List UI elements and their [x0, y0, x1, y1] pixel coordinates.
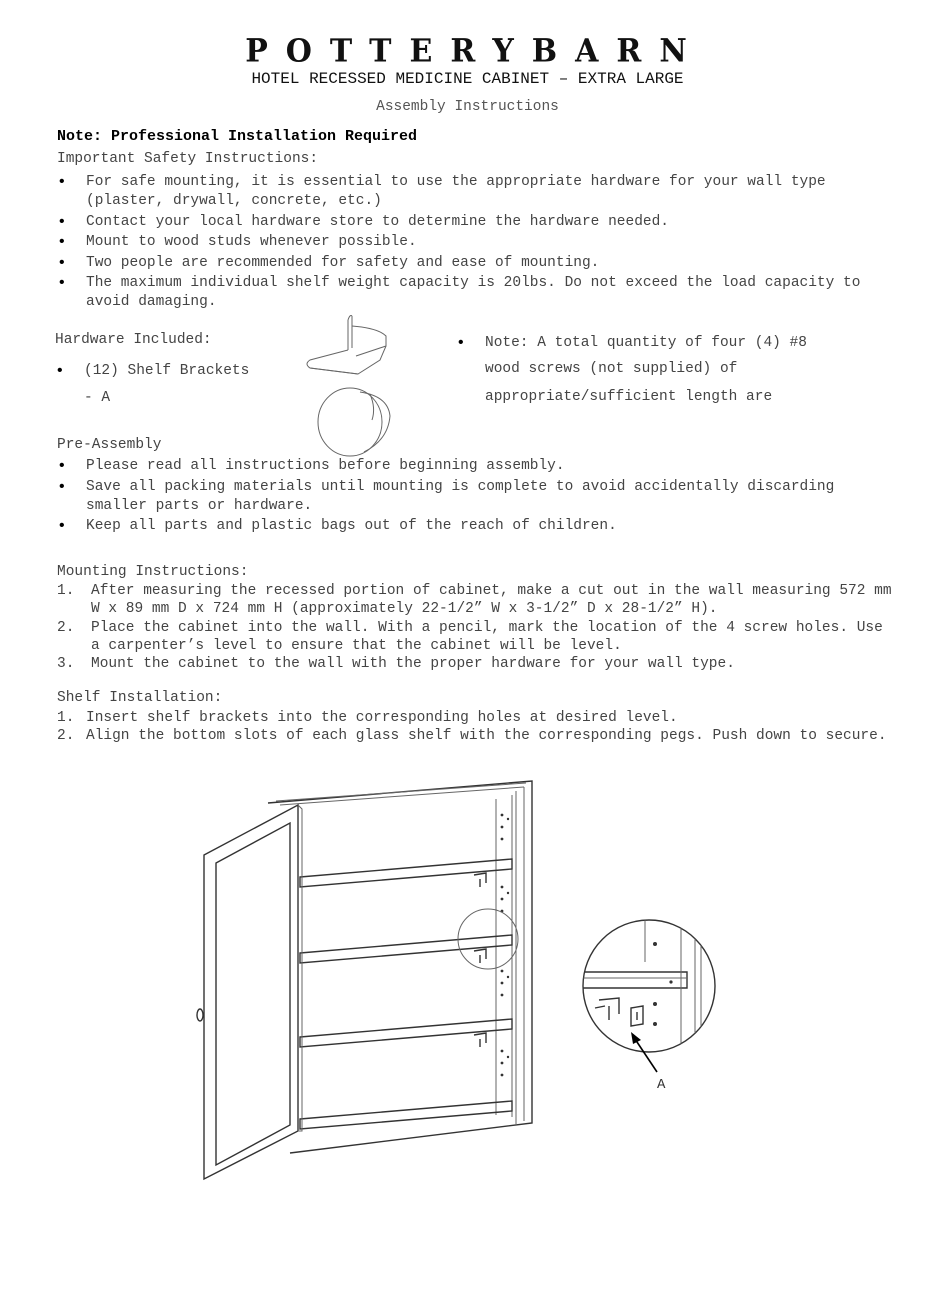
list-item	[57, 582, 892, 619]
list-item: • For safe mounting, it is essential to use the appropriate hardware for your wall type (plaster, drywall, concrete, etc.)	[57, 173, 902, 211]
step-text: After measuring the recessed portion of cabinet, make a cut out in the wall measuring 572 mm W x 89 mm D x 724 mm H (approximately 22-1/2” W x 3-1/2” D x 28-1/2” H).	[91, 583, 892, 618]
step-text: Align the bottom slots of each glass shelf with the corresponding pegs. Push down to secure.	[86, 728, 887, 745]
list-item: • Contact your local hardware store to determine the hardware needed.	[57, 213, 902, 232]
list-item: • Note: A total quantity of four (4) #8	[456, 334, 896, 353]
step-text: Place the cabinet into the wall. With a pencil, mark the location of the 4 screw holes. Use a carpenter’s level to ensure that the cabinet will be level.	[91, 619, 883, 654]
step-text: Insert shelf brackets into the corresponding holes at desired level.	[86, 710, 678, 726]
list-item: • The maximum individual shelf weight capacity is 20lbs. Do not exceed the load capacity to avoid damaging.	[57, 274, 902, 312]
hardware-list	[55, 362, 315, 383]
safety-list	[57, 173, 902, 314]
brand-logo: POTTERYBARN	[245, 33, 705, 70]
list-item: • (12) Shelf Brackets	[55, 362, 315, 381]
shelf-bracket-illustration	[300, 312, 410, 462]
step-number: 1.	[57, 710, 75, 726]
list-item	[57, 619, 892, 656]
step-number: 1.	[57, 583, 75, 599]
pre-assembly-list	[57, 457, 902, 538]
document-subtitle: Assembly Instructions	[376, 99, 559, 115]
list-item: • Please read all instructions before beginning assembly.	[57, 457, 902, 476]
cabinet-illustration	[190, 775, 540, 1185]
hardware-heading: Hardware Included:	[55, 332, 212, 348]
mounting-heading: Mounting Instructions:	[57, 564, 249, 580]
list-item: • Two people are recommended for safety and ease of mounting.	[57, 254, 902, 273]
mounting-list	[57, 582, 892, 673]
list-item	[57, 709, 892, 727]
step-number: 3.	[57, 656, 75, 673]
list-item: • Save all packing materials until mounting is complete to avoid accidentally discarding smaller parts or hardware.	[57, 478, 902, 516]
list-item	[57, 727, 892, 745]
safety-heading: Important Safety Instructions:	[57, 151, 319, 167]
step-number: 2.	[57, 728, 75, 745]
pre-assembly-heading: Pre-Assembly	[57, 437, 162, 453]
shelf-heading: Shelf Installation:	[57, 690, 223, 706]
bracket-detail-illustration	[575, 912, 725, 1097]
hardware-item-sub: - A	[84, 390, 111, 406]
document-title: HOTEL RECESSED MEDICINE CABINET – EXTRA LARGE	[251, 70, 684, 88]
step-number: 2.	[57, 619, 75, 636]
installation-note: Note: Professional Installation Required	[57, 128, 418, 145]
step-text: Mount the cabinet to the wall with the proper hardware for your wall type.	[91, 656, 735, 673]
hardware-note-line2: wood screws (not supplied) of	[485, 361, 738, 377]
list-item: • Keep all parts and plastic bags out of the reach of children.	[57, 517, 902, 536]
callout-label: A	[657, 1077, 666, 1093]
list-item: • Mount to wood studs whenever possible.	[57, 233, 902, 252]
list-item	[57, 655, 892, 673]
hardware-note-line3: appropriate/sufficient length are	[485, 389, 773, 405]
hardware-note-list	[456, 334, 896, 355]
shelf-list	[57, 709, 892, 746]
